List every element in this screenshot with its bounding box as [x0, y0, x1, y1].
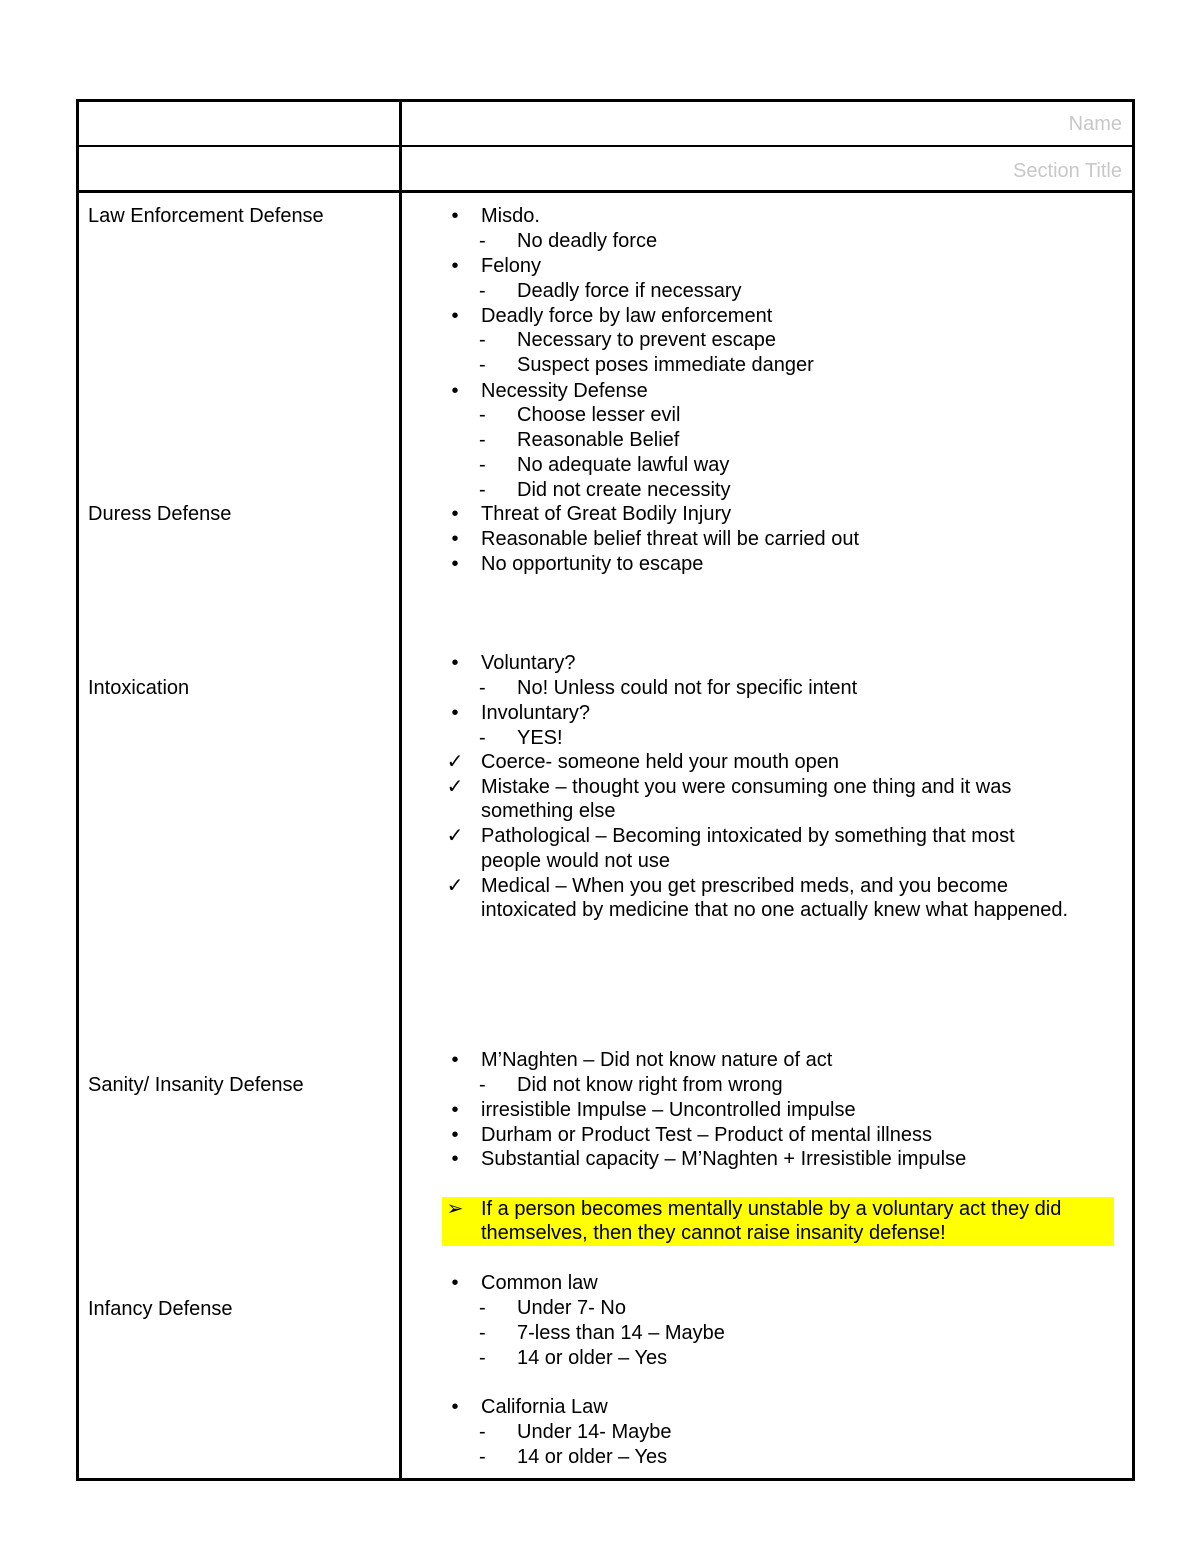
check-icon: ✓	[446, 825, 464, 847]
dash-icon: -	[479, 479, 486, 501]
sub-list-item: Necessary to prevent escape	[517, 329, 777, 351]
check-item-continued: people would not use	[481, 850, 671, 872]
list-item: California Law	[481, 1396, 608, 1418]
dash-icon: -	[479, 280, 486, 302]
arrow-bullet-icon: ➢	[446, 1198, 464, 1220]
list-item: Substantial capacity – M’Naghten + Irresistible impulse	[481, 1148, 967, 1170]
check-item-continued: intoxicated by medicine that no one actually knew what happened.	[481, 899, 1069, 921]
highlighted-warning: If a person becomes mentally unstable by a voluntary act they did	[481, 1198, 1062, 1220]
dash-icon: -	[479, 354, 486, 376]
dash-icon: -	[479, 727, 486, 749]
bullet-icon: •	[451, 553, 459, 575]
check-item: Coerce- someone held your mouth open	[481, 751, 839, 773]
dash-icon: -	[479, 429, 486, 451]
dash-icon: -	[479, 1074, 486, 1096]
sub-list-item: Did not create necessity	[517, 479, 731, 501]
dash-icon: -	[479, 329, 486, 351]
sub-list-item: No deadly force	[517, 230, 658, 252]
sub-list-item: Reasonable Belief	[517, 429, 680, 451]
sub-list-item: No adequate lawful way	[517, 454, 730, 476]
check-item: Mistake – thought you were consuming one thing and it was	[481, 776, 1012, 798]
check-item: Pathological – Becoming intoxicated by something that most	[481, 825, 1015, 847]
dash-icon: -	[479, 1446, 486, 1468]
bullet-icon: •	[451, 1099, 459, 1121]
bullet-icon: •	[451, 305, 459, 327]
list-item: M’Naghten – Did not know nature of act	[481, 1049, 833, 1071]
sub-list-item: No! Unless could not for specific intent	[517, 677, 858, 699]
list-item: Misdo.	[481, 205, 540, 227]
check-icon: ✓	[446, 776, 464, 798]
label-sanity: Sanity/ Insanity Defense	[88, 1074, 304, 1096]
highlighted-warning-continued: themselves, then they cannot raise insanity defense!	[481, 1222, 946, 1244]
dash-icon: -	[479, 230, 486, 252]
row-divider	[76, 145, 1135, 147]
bullet-icon: •	[451, 1124, 459, 1146]
name-placeholder: Name	[1068, 113, 1122, 135]
list-item: Reasonable belief threat will be carried out	[481, 528, 859, 550]
bullet-icon: •	[451, 1396, 459, 1418]
check-item-continued: something else	[481, 800, 616, 822]
list-item: Voluntary?	[481, 652, 576, 674]
list-item: irresistible Impulse – Uncontrolled impulse	[481, 1099, 856, 1121]
bullet-icon: •	[451, 1049, 459, 1071]
label-intoxication: Intoxication	[88, 677, 190, 699]
bullet-icon: •	[451, 503, 459, 525]
sub-list-item: YES!	[517, 727, 563, 749]
label-law-enforcement: Law Enforcement Defense	[88, 205, 324, 227]
list-item: No opportunity to escape	[481, 553, 704, 575]
sub-list-item: 7-less than 14 – Maybe	[517, 1322, 725, 1344]
sub-list-item: 14 or older – Yes	[517, 1347, 668, 1369]
sub-list-item: Under 14- Maybe	[517, 1421, 672, 1443]
list-item: Threat of Great Bodily Injury	[481, 503, 732, 525]
sub-list-item: 14 or older – Yes	[517, 1446, 668, 1468]
sub-list-item: Under 7- No	[517, 1297, 626, 1319]
bullet-icon: •	[451, 380, 459, 402]
section-title-placeholder: Section Title	[1013, 160, 1122, 182]
check-icon: ✓	[446, 751, 464, 773]
sub-list-item: Suspect poses immediate danger	[517, 354, 814, 376]
dash-icon: -	[479, 1297, 486, 1319]
bullet-icon: •	[451, 205, 459, 227]
list-item: Felony	[481, 255, 542, 277]
check-icon: ✓	[446, 875, 464, 897]
dash-icon: -	[479, 1347, 486, 1369]
sub-list-item: Deadly force if necessary	[517, 280, 742, 302]
bullet-icon: •	[451, 652, 459, 674]
column-divider	[399, 99, 402, 1481]
dash-icon: -	[479, 1322, 486, 1344]
dash-icon: -	[479, 404, 486, 426]
bullet-icon: •	[451, 528, 459, 550]
bullet-icon: •	[451, 1272, 459, 1294]
header-divider	[76, 190, 1135, 193]
bullet-icon: •	[451, 702, 459, 724]
bullet-icon: •	[451, 1148, 459, 1170]
dash-icon: -	[479, 454, 486, 476]
list-item: Necessity Defense	[481, 380, 648, 402]
list-item: Common law	[481, 1272, 598, 1294]
bullet-icon: •	[451, 255, 459, 277]
sub-list-item: Did not know right from wrong	[517, 1074, 783, 1096]
sub-list-item: Choose lesser evil	[517, 404, 681, 426]
list-item: Deadly force by law enforcement	[481, 305, 773, 327]
dash-icon: -	[479, 677, 486, 699]
check-item: Medical – When you get prescribed meds, and you become	[481, 875, 1008, 897]
label-duress: Duress Defense	[88, 503, 232, 525]
dash-icon: -	[479, 1421, 486, 1443]
label-infancy: Infancy Defense	[88, 1298, 233, 1320]
list-item: Durham or Product Test – Product of mental illness	[481, 1124, 932, 1146]
list-item: Involuntary?	[481, 702, 590, 724]
